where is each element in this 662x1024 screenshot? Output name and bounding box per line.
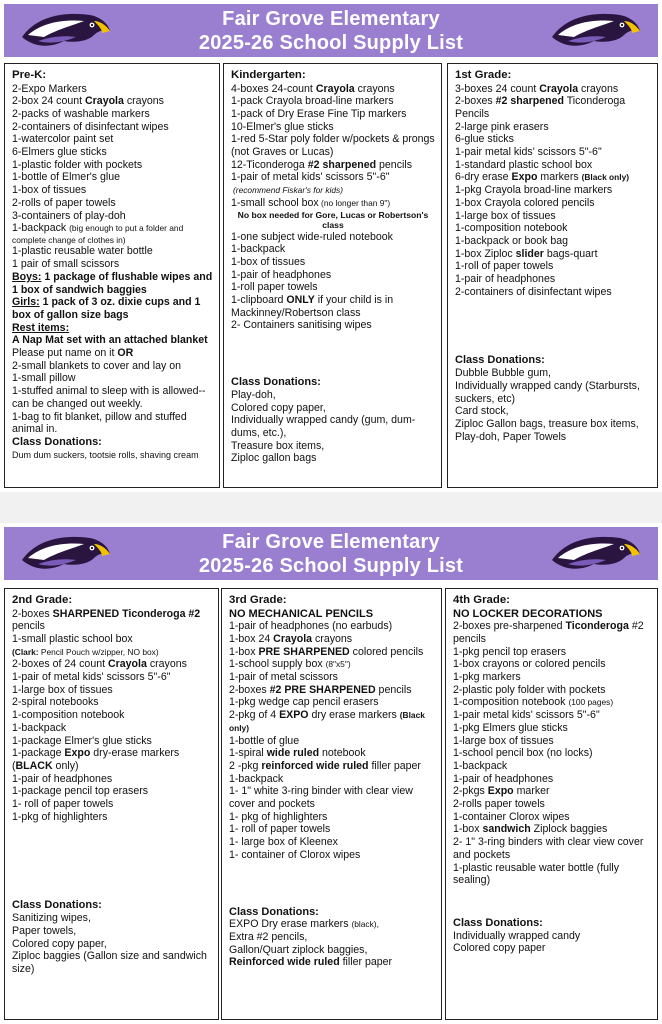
class-donation-item: Colored copy paper	[453, 942, 546, 955]
list-item: 1-roll of paper towels	[455, 260, 554, 273]
eagle-head-icon	[548, 7, 644, 55]
class-donation-item: Treasure box items,	[231, 439, 325, 452]
list-item: 2 -pkg reinforced wide ruled filler paper	[229, 759, 421, 772]
class-donation-item: Paper towels,	[12, 924, 77, 937]
list-item: 10-Elmer's glue sticks	[231, 120, 334, 133]
list-item: 1-spiral wide ruled notebook	[229, 747, 366, 760]
class-donation-item: Individually wrapped candy (Starbursts, suckers, etc)	[455, 379, 640, 405]
list-item: 1-composition notebook	[12, 709, 125, 722]
list-item: 2-rolls paper towels	[453, 798, 545, 811]
class-donations-title: Class Donations:	[12, 899, 102, 912]
supply-list-panel-top	[0, 0, 662, 492]
list-item: 1-package pencil top erasers	[12, 785, 149, 798]
list-item: 1-plastic reusable water bottle (fully sealing)	[453, 861, 620, 887]
list-item: 1-watercolor paint set	[12, 133, 114, 146]
list-item: 3-containers of play-doh	[12, 209, 126, 222]
list-item: 1-bottle of Elmer's glue	[12, 171, 121, 184]
first-grade-heading: 1st Grade:	[455, 69, 512, 81]
list-item: 2-boxes of 24 count Crayola crayons	[12, 658, 187, 671]
list-item: 1-box of tissues	[231, 255, 306, 268]
list-item: 1-box PRE SHARPENED colored pencils	[229, 645, 424, 658]
kindergarten-column	[223, 63, 442, 488]
class-donation-item: Reinforced wide ruled filler paper	[229, 956, 393, 969]
list-item: 1-large box of tissues	[455, 209, 556, 222]
list-item: 1-pair of metal kids' scissors 5"-6"	[231, 171, 390, 184]
school-name: Fair Grove Elementary	[222, 8, 440, 30]
list-item: 1-roll paper towels	[231, 281, 318, 294]
list-item: 1-composition notebook	[455, 222, 568, 235]
class-donations-title: Class Donations:	[229, 905, 319, 918]
class-donation-item: Card stock,	[455, 405, 509, 418]
list-item: Boys: 1 package of flushable wipes and 1 box of sandwich baggies	[12, 270, 213, 296]
list-item: 1-package Elmer's glue sticks	[12, 734, 152, 747]
list-item: 1-box Crayola colored pencils	[455, 196, 595, 209]
list-item: 3-boxes 24 count Crayola crayons	[455, 82, 619, 95]
list-item: 1-box sandwich Ziplock baggies	[453, 823, 608, 836]
list-item: 1 pair of small scissors	[12, 258, 120, 271]
list-item: 1-one subject wide-ruled notebook	[231, 230, 393, 243]
second-grade-column	[4, 588, 219, 1020]
list-item: 2-rolls of paper towels	[12, 196, 116, 209]
second-grade-heading: 2nd Grade:	[12, 594, 73, 606]
list-item: 1- roll of paper towels	[12, 798, 114, 811]
prek-column	[4, 63, 220, 488]
list-item: 1- roll of paper towels	[229, 823, 331, 836]
page-gap	[0, 492, 662, 523]
header-banner	[4, 4, 658, 57]
list-item: 1-pkg Elmers glue sticks	[453, 721, 568, 734]
list-item: 1-pack Crayola broad-line markers	[231, 95, 394, 108]
list-item: 6-Elmers glue sticks	[12, 146, 107, 159]
list-item: 1-clipboard ONLY if your child is in Mackinney/Robertson class	[231, 294, 394, 319]
list-item: 2-pkg of 4 EXPO dry erase markers (Black only)	[229, 709, 425, 733]
fourth-grade-subheading: NO LOCKER DECORATIONS	[453, 607, 603, 620]
list-item: 2-plastic poly folder with pockets	[453, 683, 606, 696]
list-item: 1-composition notebook (100 pages)	[453, 696, 614, 709]
fourth-grade-heading: 4th Grade:	[453, 594, 510, 606]
list-item: 1-small pillow	[12, 372, 76, 385]
list-title: 2025-26 School Supply List	[198, 555, 464, 577]
list-item: 1-red 5-Star poly folder w/pockets & prongs (not Graves or Lucas)	[231, 133, 435, 159]
list-item: 1-pair of headphones (no earbuds)	[229, 620, 393, 633]
list-item: 1-stuffed animal to sleep with is allowed--can be changed out weekly.	[12, 385, 206, 410]
list-item: 6-dry erase Expo markers (Black only)	[455, 171, 630, 184]
list-item: 2- 1" 3-ring binders with clear view cover and pockets	[453, 836, 644, 861]
list-item: 12-Ticonderoga #2 sharpened pencils	[231, 158, 412, 171]
third-grade-column	[221, 588, 442, 1020]
class-donation-item: Individually wrapped candy	[453, 929, 581, 942]
list-item: 1-package Expo dry-erase markers (BLACK only)	[12, 747, 180, 772]
list-item: (recommend Fiskar's for kids)	[233, 185, 344, 196]
list-item: 1-plastic folder with pockets	[12, 158, 143, 171]
prek-heading: Pre-K:	[12, 69, 47, 81]
list-item: 1-small plastic school box	[12, 632, 133, 645]
list-item: 2-boxes #2 PRE SHARPENED pencils	[229, 683, 412, 696]
class-donation-item: EXPO Dry erase markers (black),	[229, 918, 379, 931]
list-item: 1-pair of headphones	[231, 268, 332, 281]
list-item: 1-backpack	[229, 772, 284, 785]
list-item: A Nap Mat set with an attached blanket Please put name on it OR	[12, 334, 208, 360]
list-item: 6-glue sticks	[455, 133, 514, 146]
list-item: 1- 1" white 3-ring binder with clear view cover and pockets	[229, 785, 413, 811]
list-item: 1-box Ziploc slider bags-quart	[455, 247, 598, 260]
list-item: 1-backpack or book bag	[455, 234, 569, 247]
class-donation-item: Extra #2 pencils,	[229, 930, 308, 943]
list-item: 1-pkg markers	[453, 671, 521, 684]
class-donation-item: Play-doh, Paper Towels	[455, 430, 567, 443]
list-item: 1-pkg wedge cap pencil erasers	[229, 696, 379, 709]
list-item: 2-boxes pre-sharpened Ticonderoga #2 pencils	[453, 620, 644, 645]
rest-items-heading: Rest items:	[12, 321, 70, 334]
list-item: 2-pkgs Expo marker	[453, 785, 550, 798]
school-name: Fair Grove Elementary	[222, 531, 440, 553]
list-item: 2-packs of washable markers	[12, 107, 150, 120]
list-item: 1-backpack (big enough to put a folder and complete change of clothes in)	[12, 222, 184, 245]
list-item: 1-large box of tissues	[12, 683, 113, 696]
list-item: 1-pkg of highlighters	[12, 810, 108, 823]
list-item: 2-containers of disinfectant wipes	[12, 120, 169, 133]
third-grade-heading: 3rd Grade:	[229, 594, 287, 606]
list-item: 1-small school box (no longer than 9")	[231, 196, 391, 209]
list-item: 2- Containers sanitising wipes	[231, 319, 372, 332]
list-item: 2-box 24 count Crayola crayons	[12, 95, 164, 108]
list-item: 2-spiral notebooks	[12, 696, 99, 709]
list-item: 2-large pink erasers	[455, 120, 549, 133]
third-grade-subheading: NO MECHANICAL PENCILS	[229, 607, 374, 620]
list-item: No box needed for Gore, Lucas or Robertson's class	[237, 209, 429, 231]
header-banner	[4, 527, 658, 580]
list-item: 1-standard plastic school box	[455, 158, 593, 171]
list-item: 1-box 24 Crayola crayons	[229, 632, 353, 645]
list-item: 1-pair of headphones	[455, 273, 556, 286]
list-item: 1-plastic reusable water bottle	[12, 245, 153, 258]
class-donation-item: Colored copy paper,	[12, 937, 107, 950]
class-donation-item: Individually wrapped candy (gum, dum-dums, etc.),	[231, 414, 416, 439]
list-item: 1-pair of metal kids' scissors 5"-6"	[12, 671, 171, 684]
class-donation-item: Ziploc baggies (Gallon size and sandwich size)	[12, 950, 207, 975]
list-item: 2-small blankets to cover and lay on	[12, 359, 181, 372]
list-item: 1-container Clorox wipes	[453, 810, 570, 823]
class-donation-item: Dubble Bubble gum,	[455, 367, 551, 380]
list-item: 1-bottle of glue	[229, 734, 300, 747]
list-item: 2-containers of disinfectant wipes	[455, 285, 612, 298]
class-donations-title: Class Donations:	[12, 435, 102, 448]
list-item: 1-pair of metal scissors	[229, 671, 338, 684]
list-item: 1-large box of tissues	[453, 734, 554, 747]
class-donation-item: Colored copy paper,	[231, 401, 326, 414]
class-donation-item: Gallon/Quart ziplock baggies,	[229, 943, 368, 956]
class-donations-title: Class Donations:	[453, 916, 543, 929]
class-donations-title: Class Donations:	[455, 354, 545, 367]
class-donations-title: Class Donations:	[231, 376, 321, 389]
class-donation-item: Sanitizing wipes,	[12, 912, 91, 925]
list-item: 1- large box of Kleenex	[229, 836, 338, 849]
list-item: 1-pack of Dry Erase Fine Tip markers	[231, 107, 407, 120]
list-item: 1-school pencil box (no locks)	[453, 747, 593, 760]
fourth-grade-column	[445, 588, 658, 1020]
class-donation-item: Play-doh,	[231, 388, 276, 401]
list-item: 1-pkg Crayola broad-line markers	[455, 184, 613, 197]
first-grade-column	[447, 63, 658, 488]
supply-list-panel-bottom	[0, 523, 662, 1024]
list-item: 1-box crayons or colored pencils	[453, 658, 606, 671]
list-item: 2-boxes SHARPENED Ticonderoga #2 pencils	[12, 607, 201, 633]
kindergarten-heading: Kindergarten:	[231, 69, 306, 81]
list-item: 1-backpack	[231, 243, 286, 256]
list-item: 1-pair of headphones	[12, 772, 113, 785]
list-item: Girls: 1 pack of 3 oz. dixie cups and 1 box of gallon size bags	[12, 296, 201, 321]
class-donation-item: Ziploc Gallon bags, treasure box items,	[455, 417, 639, 430]
list-item: 2-boxes #2 sharpened Ticonderoga Pencils	[455, 95, 626, 120]
list-item: 2-Expo Markers	[12, 82, 87, 95]
list-item: 1-pair metal kids' scissors 5"-6"	[455, 146, 602, 159]
class-donations-text: Dum dum suckers, tootsie rolls, shaving cream	[12, 449, 199, 460]
class-donation-item: Ziploc gallon bags	[231, 452, 317, 465]
list-item: 1-backpack	[12, 721, 67, 734]
list-item: 1-pair metal kids' scissors 5"-6"	[453, 709, 600, 722]
list-item: 1-pkg pencil top erasers	[453, 645, 567, 658]
list-item: (Clark: Pencil Pouch w/zipper, NO box)	[12, 646, 159, 657]
list-title: 2025-26 School Supply List	[198, 32, 464, 54]
list-item: 1-bag to fit blanket, pillow and stuffed animal in.	[12, 410, 187, 436]
list-item: 1- container of Clorox wipes	[229, 848, 361, 861]
list-item: 1-box of tissues	[12, 184, 87, 197]
list-item: 1-school supply box (8"x5")	[229, 658, 351, 671]
list-item: 1-pair of headphones	[453, 772, 554, 785]
eagle-head-icon	[548, 530, 644, 578]
list-item: 1-backpack	[453, 759, 508, 772]
list-item: 4-boxes 24-count Crayola crayons	[231, 82, 395, 95]
list-item: 1- pkg of highlighters	[229, 810, 328, 823]
